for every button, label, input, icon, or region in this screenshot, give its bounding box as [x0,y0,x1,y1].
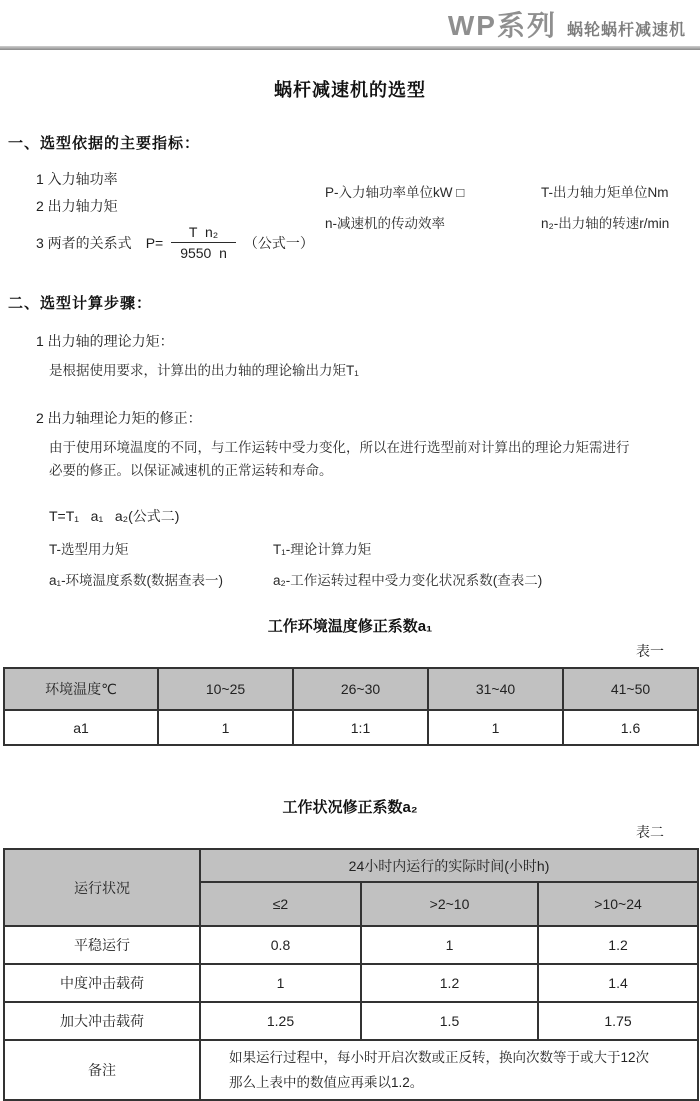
note-line: 如果运行过程中，每小时开启次数或正反转，换向次数等于或大于12次 [229,1050,650,1066]
column-header: 运行状况 [4,849,200,926]
legend-item: T-选型用力矩 [49,542,129,558]
symbol-legend [325,181,669,232]
note-cell [200,1040,698,1100]
row-label: 中度冲击载荷 [4,964,200,1002]
table-cell: 1.2 [361,964,538,1002]
legend-item: P-入力轴功率单位kW □ [325,185,465,200]
table-cell: 1.4 [538,964,698,1002]
section2-heading: 二、选型计算步骤： [8,295,153,313]
table-row [4,964,698,1002]
table-cell: 0.8 [200,926,361,964]
table-note-row [4,1040,698,1100]
formula-label: （公式一） [243,234,314,251]
formula-denominator: 9550 n [180,245,227,262]
formula-one [146,223,314,262]
working-condition-table [3,848,699,1101]
legend-item: T-出力轴力矩单位Nm [541,185,669,200]
table-cell: 1.2 [538,926,698,964]
column-header: 环境温度℃ [4,668,158,710]
table1-tag: 表一 [636,643,664,660]
step2-body-line: 由于使用环境温度的不同，与工作运转中受力变化，所以在进行选型前对计算出的理论力矩需进行 [49,440,630,456]
page-title: 蜗杆减速机的选型 [274,80,426,100]
table-cell: 1:1 [293,710,428,745]
column-header: 31~40 [428,668,563,710]
column-header: ≤2 [200,882,361,926]
header-divider [0,46,700,50]
table-header-row [4,849,698,882]
formula-lhs: P= [145,234,164,251]
table-cell: 1 [428,710,563,745]
row-label: 平稳运行 [4,926,200,964]
column-header: 26~30 [293,668,428,710]
step1-title: 1 出力轴的理论力矩： [36,333,174,350]
section1-heading: 一、选型依据的主要指标： [8,135,201,152]
table-cell: 1.75 [538,1002,698,1040]
formula-numerator: T n₂ [171,223,236,243]
formula-two: T=T₁ a₁ a₂(公式二) [49,508,180,525]
table-cell: 1 [200,964,361,1002]
table-cell: 1.25 [200,1002,361,1040]
legend-item: n₂-出力轴的转速r/min [541,216,670,231]
table-header-row [4,668,698,710]
table-row [4,1002,698,1040]
table-cell: 1 [361,926,538,964]
step2-title: 2 出力轴理论力矩的修正： [36,410,202,427]
legend-item: n-减速机的传动效率 [325,216,446,231]
list-item: 2 出力轴力矩 [36,198,118,214]
table-cell: 1 [158,710,293,745]
formula-two-legend [49,538,700,589]
table-row [4,710,698,745]
table1-title: 工作环境温度修正系数a₁ [267,618,433,636]
list-item: 1 入力轴功率 [36,171,118,187]
page-header [0,0,700,50]
column-header: 41~50 [563,668,698,710]
legend-item: T₁-理论计算力矩 [273,542,372,558]
note-line: 那么上表中的数值应再乘以1.2。 [229,1075,424,1091]
row-label: a1 [4,710,158,745]
series-title: WP系列 [447,10,557,41]
table-row [4,926,698,964]
temperature-correction-table [3,667,699,746]
column-header: >2~10 [361,882,538,926]
header-text [0,0,700,44]
span-header: 24小时内运行的实际时间(小时h) [200,849,698,882]
step2-body-line: 必要的修正。以保证减速机的正常运转和寿命。 [49,463,333,479]
column-header: >10~24 [538,882,698,926]
table2-tag: 表二 [636,824,664,841]
legend-item: a₁-环境温度系数(数据查表一) [49,573,224,589]
step1-body: 是根据使用要求，计算出的出力轴的理论输出力矩T₁ [49,363,359,379]
column-header: 10~25 [158,668,293,710]
table2-title: 工作状况修正系数a₂ [282,799,418,817]
formula-fraction [171,223,236,262]
table-cell: 1.5 [361,1002,538,1040]
table-cell: 1.6 [563,710,698,745]
legend-item: a₂-工作运转过程中受力变化状况系数(查表二) [273,573,543,589]
row-label: 备注 [4,1040,200,1100]
step2-body [49,436,700,482]
row-label: 加大冲击载荷 [4,1002,200,1040]
product-title: 蜗轮蜗杆减速机 [566,22,686,39]
list-item: 3 两者的关系式 [36,234,132,251]
